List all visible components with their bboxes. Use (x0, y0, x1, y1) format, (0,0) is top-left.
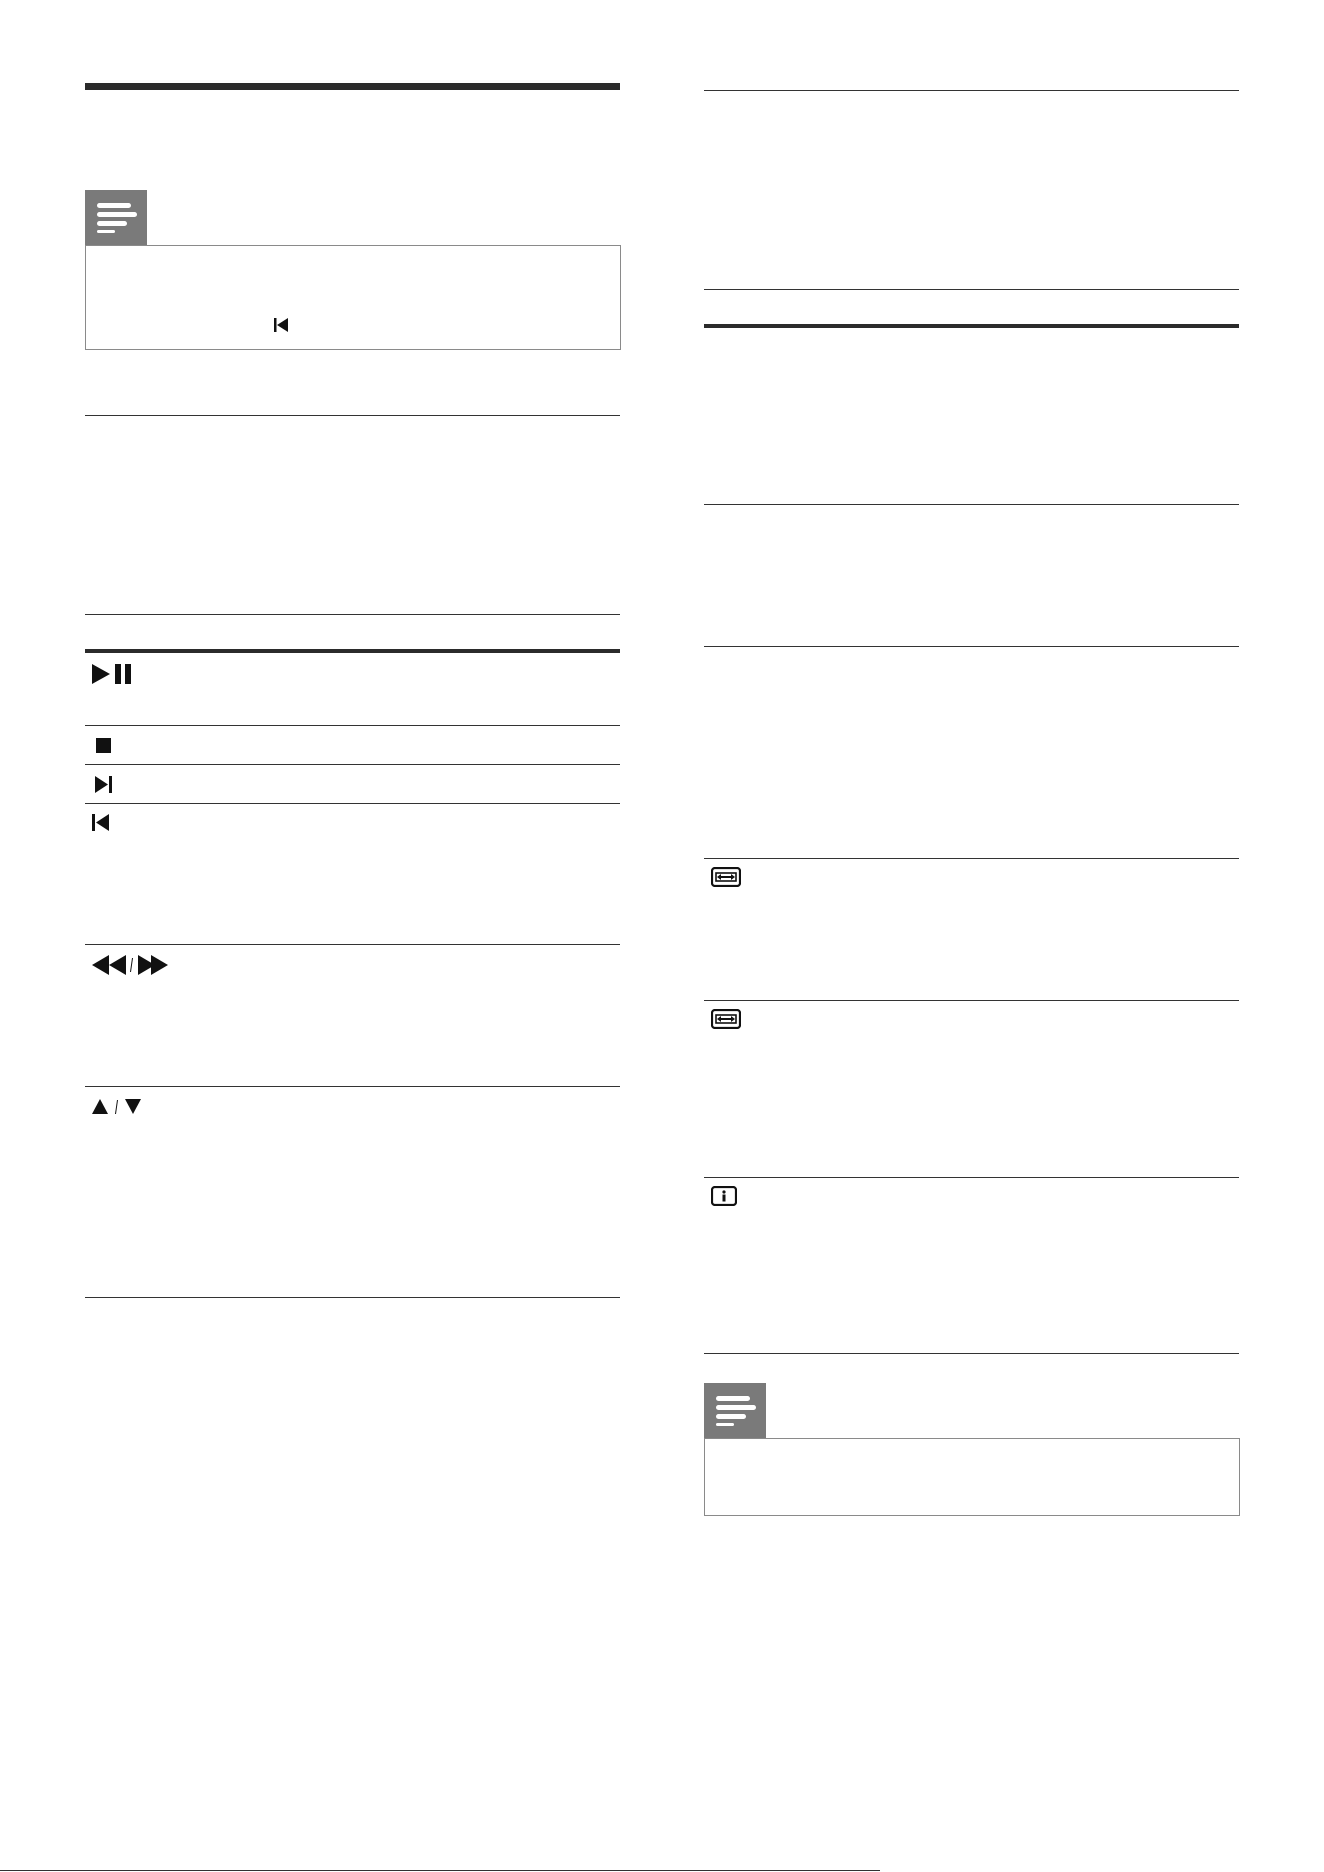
right-table-rule (704, 858, 1239, 859)
rewind-fast-forward-icon (92, 955, 168, 975)
info-icon (711, 1186, 737, 1206)
right-table-bottom-rule (704, 1353, 1239, 1354)
table-row (85, 766, 620, 803)
table-row (704, 1179, 1239, 1352)
aspect-ratio-icon (711, 867, 741, 887)
note-box-1 (85, 245, 621, 350)
table-row (85, 805, 620, 943)
table-row (704, 860, 1239, 999)
table-row (704, 1002, 1239, 1176)
right-table-rule (704, 1177, 1239, 1178)
control-table-bottom-rule (85, 1297, 620, 1298)
control-table-rule (85, 944, 620, 945)
right-table-header-rule (704, 324, 1239, 328)
right-rule-2 (704, 289, 1239, 290)
control-table-rule (85, 803, 620, 804)
right-table-rule (704, 646, 1239, 647)
previous-icon (274, 318, 288, 332)
control-table-rule (85, 764, 620, 765)
left-section-top-rule (85, 83, 620, 90)
aspect-ratio-icon (711, 1009, 741, 1029)
previous-icon (92, 814, 109, 831)
right-table-rule (704, 504, 1239, 505)
right-rule-1 (704, 90, 1239, 91)
footer-rule (0, 1870, 880, 1871)
table-row (85, 653, 620, 725)
next-icon (95, 776, 112, 793)
table-row (85, 727, 620, 764)
table-row (85, 946, 620, 1086)
right-table-rule (704, 1000, 1239, 1001)
table-row (85, 1088, 620, 1296)
left-rule-2 (85, 614, 620, 615)
note-icon (716, 1396, 756, 1426)
note-icon (97, 203, 137, 233)
play-pause-icon (92, 664, 134, 684)
note-tab-1 (85, 190, 147, 246)
control-table-rule (85, 1086, 620, 1087)
note-box-2 (704, 1438, 1240, 1516)
stop-icon (96, 738, 111, 753)
note-tab-2 (704, 1383, 766, 1439)
up-down-icon (92, 1099, 150, 1115)
left-rule-1 (85, 415, 620, 416)
control-table-rule (85, 725, 620, 726)
